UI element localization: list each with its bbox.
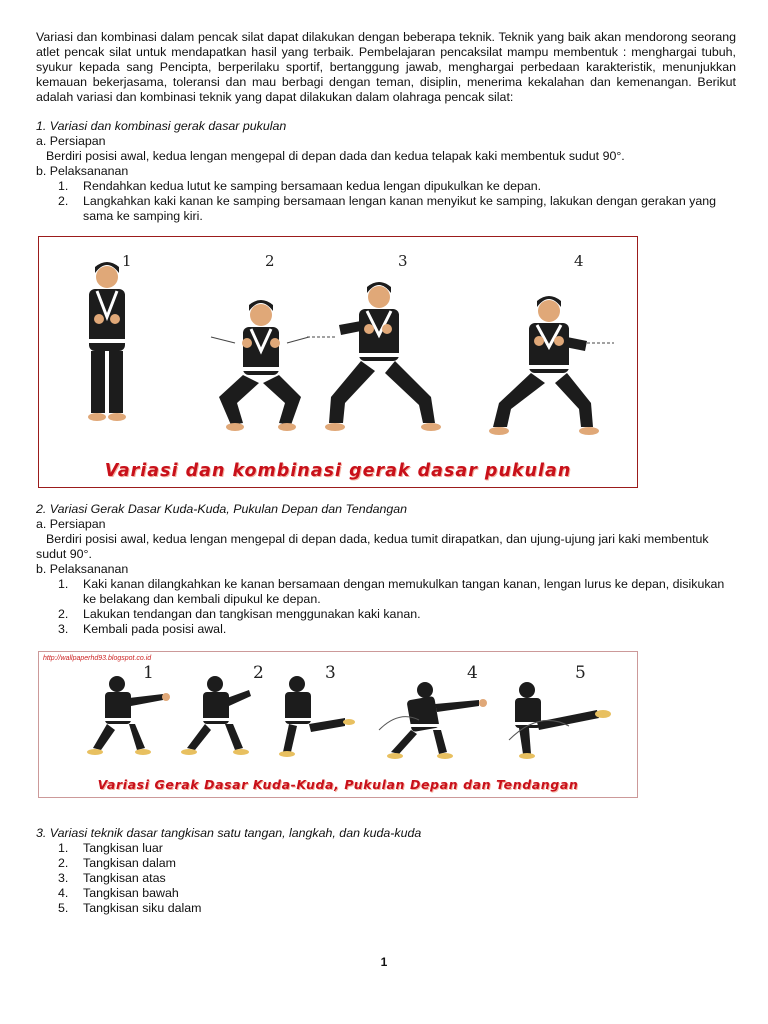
list-text: Rendahkan kedua lutut ke samping bersamaan kedua lengan dipukulkan ke depan. (83, 179, 542, 193)
figure-stance-punch-kick (38, 651, 638, 798)
list-item (36, 871, 736, 886)
motion-arrow (211, 337, 235, 343)
martial-artist-figure (307, 282, 441, 431)
document-page (36, 30, 736, 916)
list-number: 1. (58, 179, 69, 193)
figure-step-number: 2 (253, 663, 264, 683)
figure-punch-combination (38, 236, 638, 488)
list-text: Tangkisan atas (83, 871, 166, 885)
list-item (36, 577, 736, 607)
section-1-prep-label: a. Persiapan (36, 134, 106, 148)
list-text: Tangkisan dalam (83, 856, 176, 870)
figure-step-number: 4 (574, 252, 584, 270)
martial-artist-figure (87, 262, 127, 421)
page-number: 1 (380, 955, 388, 969)
martial-artist-figure (87, 676, 170, 755)
list-number: 5. (58, 901, 69, 915)
list-item (36, 841, 736, 856)
list-number: 2. (58, 607, 69, 621)
figure-step-number: 2 (265, 252, 275, 270)
intro-paragraph: Variasi dan kombinasi dalam pencak silat dapat dilakukan dengan beberapa teknik. Teknik yang baik akan mendorong seorang atlet pencak silat untuk mendapatkan hasil yang terbaik. Pembelajaran pencaksilat mampu membentuk : menghargai tubuh, syukur kepada sang Pencipta, berperilaku sportif, bertanggung jawab, menghargai perbedaan karakteristik, menunjukkan kemauan bekerjasama, toleransi dan mau berbagi dengan teman, disiplin, menerima kekalahan dan kemenangan. Berikut adalah variasi dan kombinasi teknik yang dapat dilakukan dalam olahraga pencak silat: (36, 30, 736, 104)
figure-step-number: 4 (467, 663, 478, 683)
section-2-prep-text: Berdiri posisi awal, kedua lengan mengepal di depan dada, kedua tumit dirapatkan, dan ujung-ujung jari kaki membentuk sudut 90°. (36, 532, 709, 561)
list-text: Lakukan tendangan dan tangkisan menggunakan kaki kanan. (83, 607, 421, 621)
section-2-steps (36, 577, 736, 637)
list-text: Kaki kanan dilangkahkan ke kanan bersamaan dengan memukulkan tangan kanan, lengan lurus ke depan, disikukan ke belakang dan kembali dipukul ke depan. (83, 577, 725, 606)
section-1-steps (36, 179, 736, 224)
section-1-prep-text: Berdiri posisi awal, kedua lengan mengepal di depan dada dan kedua telapak kaki membentuk sudut 90°. (46, 149, 625, 163)
list-number: 2. (58, 194, 69, 208)
list-item (36, 194, 736, 224)
martial-artist-figure (379, 682, 487, 759)
section-3-title: 3. Variasi teknik dasar tangkisan satu tangan, langkah, dan kuda-kuda (36, 826, 422, 840)
figure-step-number: 1 (122, 252, 132, 270)
figure-step-number: 1 (143, 663, 154, 683)
section-1-title: 1. Variasi dan kombinasi gerak dasar pukulan (36, 119, 287, 133)
list-item (36, 179, 736, 194)
list-text: Langkahkan kaki kanan ke samping bersamaan lengan kanan menyikut ke samping, lakukan dengan gerakan yang sama ke samping kiri. (83, 194, 717, 223)
figure-step-number: 5 (575, 663, 586, 683)
list-number: 3. (58, 871, 69, 885)
list-text: Tangkisan luar (83, 841, 163, 855)
list-text: Tangkisan bawah (83, 886, 179, 900)
figure-step-number: 3 (398, 252, 408, 270)
figure-illustration (39, 247, 637, 457)
list-item (36, 886, 736, 901)
list-number: 2. (58, 856, 69, 870)
figure-caption: Variasi dan kombinasi gerak dasar pukulan (104, 461, 572, 481)
motion-arrow (287, 337, 309, 343)
list-number: 1. (58, 841, 69, 855)
list-item (36, 607, 736, 622)
figure-step-number: 3 (325, 663, 336, 683)
figure-caption: Variasi Gerak Dasar Kuda-Kuda, Pukulan Depan dan Tendangan (97, 777, 579, 792)
list-item (36, 901, 736, 916)
martial-artist-figure (181, 676, 251, 755)
section-2-title: 2. Variasi Gerak Dasar Kuda-Kuda, Pukulan Depan dan Tendangan (36, 502, 408, 516)
list-number: 4. (58, 886, 69, 900)
section-2-exec-label: b. Pelaksananan (36, 562, 129, 576)
section-3-items (36, 841, 736, 916)
list-text: Kembali pada posisi awal. (83, 622, 227, 636)
section-1-exec-label: b. Pelaksananan (36, 164, 129, 178)
list-item (36, 622, 736, 637)
source-url: http://wallpaperhd93.blogspot.co.id (43, 655, 152, 662)
list-text: Tangkisan siku dalam (83, 901, 202, 915)
martial-artist-figure (211, 300, 309, 431)
list-item (36, 856, 736, 871)
figure-illustration (39, 660, 637, 770)
martial-artist-figure (509, 682, 611, 759)
list-number: 3. (58, 622, 69, 636)
martial-artist-figure (489, 296, 614, 435)
list-number: 1. (58, 577, 69, 591)
section-2-prep-label: a. Persiapan (36, 517, 106, 531)
martial-artist-figure (279, 676, 355, 757)
